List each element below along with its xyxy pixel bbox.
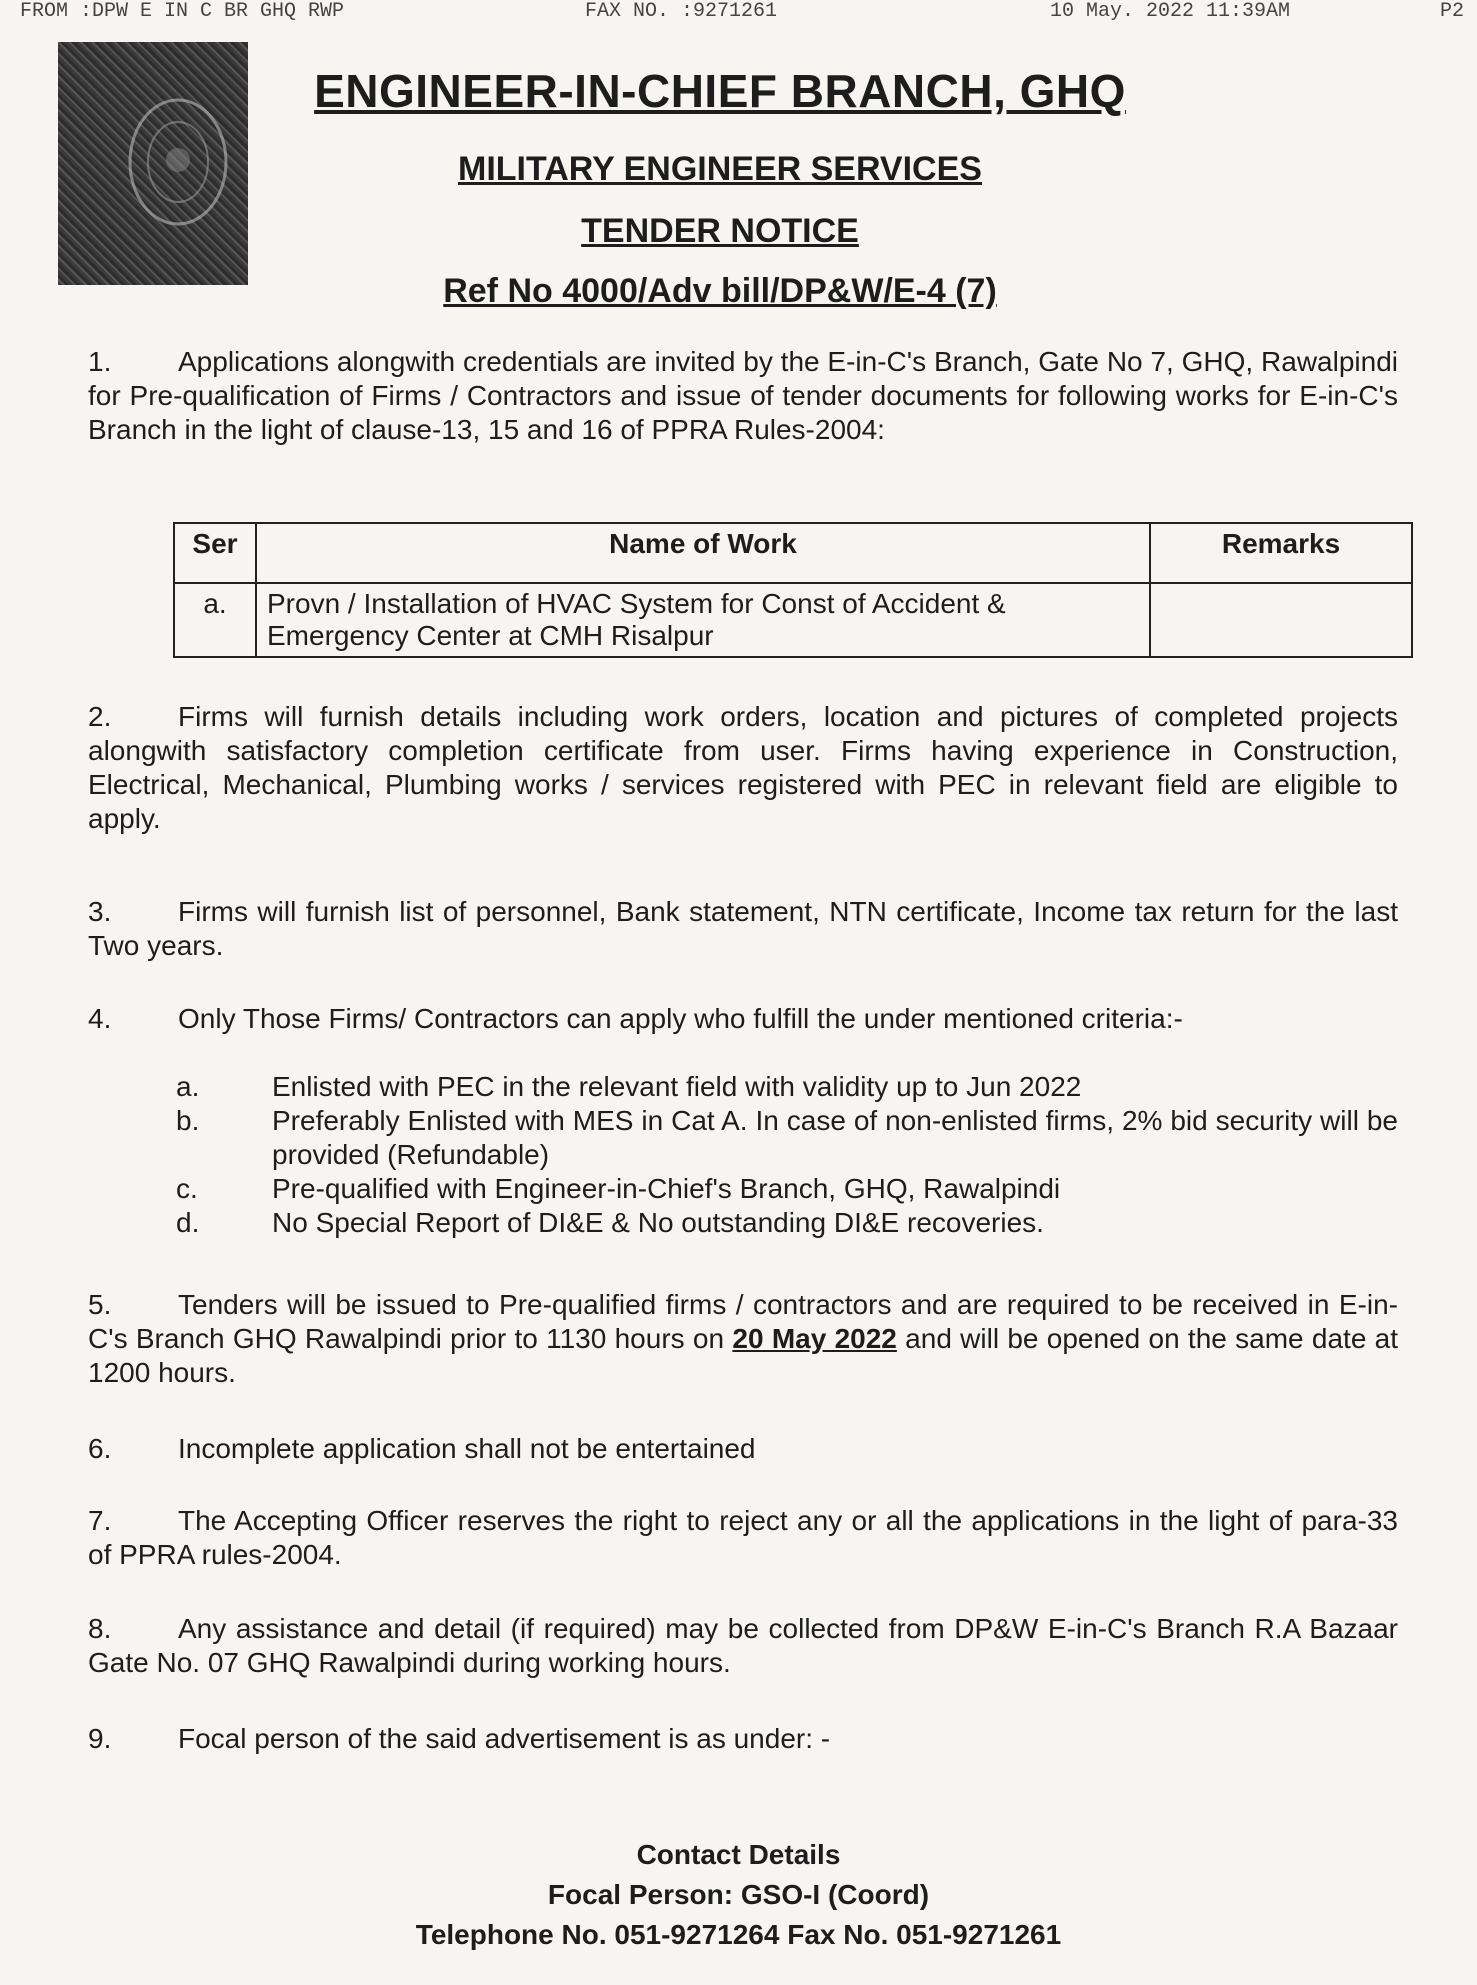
header-name-of-work: Name of Work (256, 523, 1150, 583)
list-item (176, 1070, 1398, 1104)
works-table (173, 522, 1413, 658)
contact-telephone-fax: Telephone No. 051-9271264 Fax No. 051-9271261 (415, 1919, 1062, 1950)
fax-from: FROM :DPW E IN C BR GHQ RWP (20, 0, 345, 23)
criteria-list (176, 1070, 1398, 1240)
paragraph-number: 8. (88, 1613, 112, 1644)
paragraph-5 (88, 1288, 1398, 1390)
table-row (174, 583, 1412, 657)
paragraph-8 (88, 1612, 1398, 1680)
criteria-text: No Special Report of DI&E & No outstanding DI&E recoveries. (272, 1207, 1044, 1238)
document-subtitle: MILITARY ENGINEER SERVICES (458, 150, 982, 188)
document-title: ENGINEER-IN-CHIEF BRANCH, GHQ (314, 65, 1126, 117)
emblem-image (58, 42, 248, 285)
contact-focal-person: Focal Person: GSO-I (Coord) (547, 1879, 930, 1910)
criteria-letter: d. (176, 1207, 200, 1238)
header-remarks: Remarks (1150, 523, 1412, 583)
paragraph-2 (88, 700, 1398, 836)
tender-notice-heading: TENDER NOTICE (581, 212, 859, 250)
list-item (176, 1206, 1398, 1240)
paragraph-text: Tenders will be issued to Pre-qualified firms / contractors and are required to be received in E-in-C's Branch GHQ Rawalpindi prior to 1130 hours on (88, 1289, 1398, 1354)
cell-ser: a. (174, 583, 256, 657)
paragraph-number: 1. (88, 346, 112, 377)
paragraph-number: 2. (88, 701, 112, 732)
paragraph-text: The Accepting Officer reserves the right to reject any or all the applications in the light of para-33 of PPRA rules-2004. (88, 1505, 1398, 1570)
paragraph-number: 7. (88, 1505, 112, 1536)
paragraph-text-continued: and will be opened on the same date at 1200 hours. (88, 1323, 1399, 1388)
paragraph-number: 9. (88, 1723, 112, 1754)
contact-heading: Contact Details (636, 1839, 841, 1870)
paragraph-1 (88, 345, 1398, 447)
paragraph-number: 6. (88, 1433, 112, 1464)
paragraph-3 (88, 895, 1398, 963)
cell-remarks (1150, 583, 1412, 657)
paragraph-number: 4. (88, 1003, 112, 1034)
reference-number: Ref No 4000/Adv bill/DP&W/E-4 (7) (443, 272, 997, 310)
paragraph-text: Any assistance and detail (if required) may be collected from DP&W E-in-C's Branch R.A Bazaar Gate No. 07 GHQ Rawalpindi during working hours. (88, 1613, 1398, 1678)
criteria-text: Enlisted with PEC in the relevant field with validity up to Jun 2022 (272, 1071, 1082, 1102)
criteria-letter: b. (176, 1105, 200, 1136)
emblem-seal-icon (58, 42, 248, 285)
list-item (176, 1172, 1398, 1206)
criteria-letter: a. (176, 1071, 200, 1102)
paragraph-text: Firms will furnish list of personnel, Bank statement, NTN certificate, Income tax return for the last Two years. (88, 896, 1398, 961)
fax-date: 10 May. 2022 11:39AM (1050, 0, 1291, 23)
criteria-letter: c. (176, 1173, 198, 1204)
paragraph-9 (88, 1722, 1398, 1756)
paragraph-number: 5. (88, 1289, 112, 1320)
criteria-text: Pre-qualified with Engineer-in-Chief's Branch, GHQ, Rawalpindi (272, 1173, 1061, 1204)
paragraph-7 (88, 1504, 1398, 1572)
paragraph-text: Focal person of the said advertisement is as under: - (178, 1723, 831, 1754)
submission-date: 20 May 2022 (732, 1323, 897, 1354)
table-header-row (174, 523, 1412, 583)
paragraph-number: 3. (88, 896, 112, 927)
list-item (176, 1104, 1398, 1172)
paragraph-text: Only Those Firms/ Contractors can apply who fulfill the under mentioned criteria:- (178, 1003, 1183, 1034)
header-ser: Ser (174, 523, 256, 583)
fax-number: FAX NO. :9271261 (585, 0, 778, 23)
fax-page: P2 (1440, 0, 1465, 23)
paragraph-4 (88, 1002, 1398, 1036)
paragraph-text: Applications alongwith credentials are invited by the E-in-C's Branch, Gate No 7, GHQ, Rawalpindi for Pre-qualification of Firms / Contractors and issue of tender documents for following works for E-in-C's Branch in the light of clause-13, 15 and 16 of PPRA Rules-2004: (88, 346, 1398, 445)
paragraph-text: Firms will furnish details including work orders, location and pictures of completed projects alongwith satisfactory completion certificate from user. Firms having experience in Construction, Electrical, Mechanical, Plumbing works / services registered with PEC in relevant field are eligible to apply. (88, 701, 1398, 834)
cell-name-of-work: Provn / Installation of HVAC System for Const of Accident & Emergency Center at CMH Risalpur (256, 583, 1150, 657)
paragraph-6 (88, 1432, 1398, 1466)
fax-header (0, 0, 1477, 26)
criteria-text: Preferably Enlisted with MES in Cat A. In case of non-enlisted firms, 2% bid security will be provided (Refundable) (272, 1105, 1398, 1170)
paragraph-text: Incomplete application shall not be entertained (178, 1433, 756, 1464)
